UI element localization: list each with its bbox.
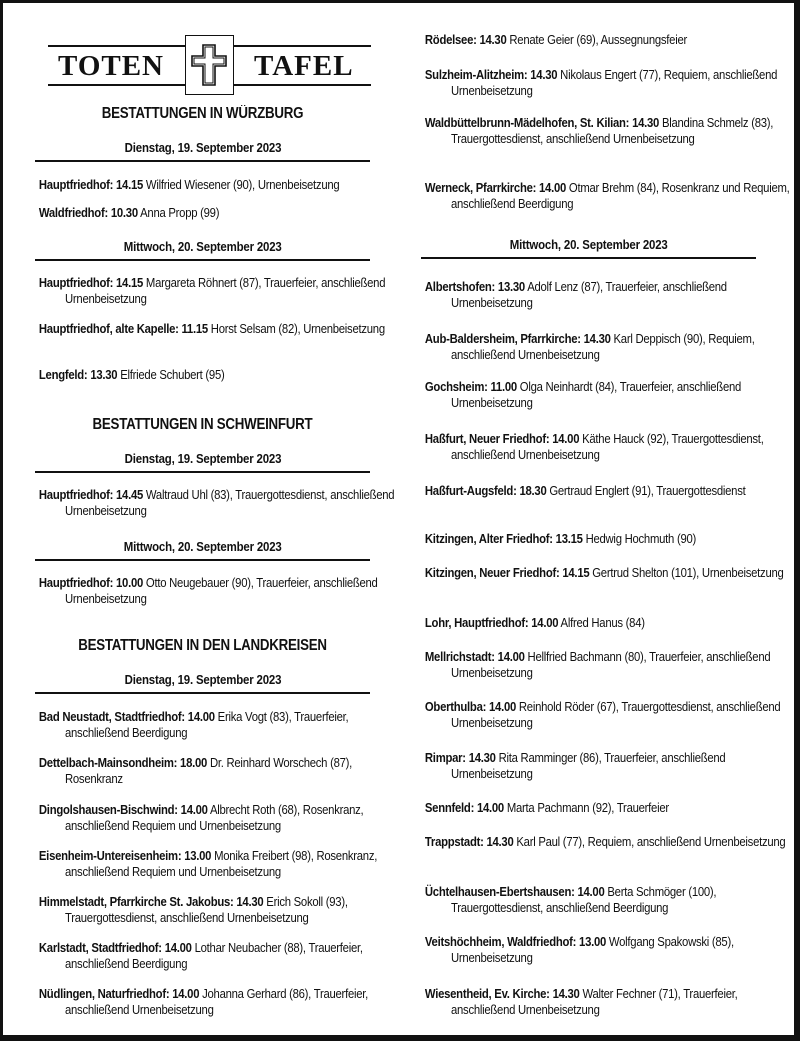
entry-time: 14.15 xyxy=(116,275,144,290)
entry-place: Hauptfriedhof: xyxy=(38,487,114,502)
date-heading xyxy=(35,140,370,155)
funeral-entry xyxy=(35,487,395,519)
entry-text-wrap xyxy=(38,321,404,337)
entry-time: 13.15 xyxy=(555,531,583,546)
entry-place: Lohr, Hauptfriedhof: xyxy=(424,615,529,630)
entry-place: Himmelstadt, Pfarrkirche St. Jakobus: xyxy=(38,894,234,909)
entry-details: Walter Fechner (71), Trauerfeier, anschließend Urnenbeisetzung xyxy=(451,986,738,1017)
entry-place: Werneck, Pfarrkirche: xyxy=(424,180,537,195)
entry-details: Alfred Hanus (84) xyxy=(560,615,645,630)
entry-details: Gertrud Shelton (101), Urnenbeisetzung xyxy=(592,565,784,580)
section-title: BESTATTUNGEN IN WÜRZBURG xyxy=(101,105,304,122)
entry-text-wrap xyxy=(424,279,790,311)
entry-details: Waltraud Uhl (83), Trauergottesdienst, anschließend Urnenbeisetzung xyxy=(65,487,395,518)
entry-time: 18.00 xyxy=(180,755,208,770)
entry-time: 14.00 xyxy=(497,649,525,664)
entry-text-wrap xyxy=(38,275,404,307)
funeral-entry xyxy=(421,750,766,782)
entry-time: 11.00 xyxy=(490,379,517,394)
entry-text-wrap xyxy=(424,649,790,681)
entry-details: Elfriede Schubert (95) xyxy=(120,367,225,382)
logo-rule xyxy=(233,45,371,47)
entry-time: 14.30 xyxy=(552,986,580,1001)
entry-text-wrap xyxy=(38,755,404,787)
funeral-entry xyxy=(421,649,771,681)
entry-time: 14.00 xyxy=(577,884,605,899)
logo-word-right: TAFEL xyxy=(254,50,354,82)
entry-text-wrap xyxy=(424,379,790,411)
entry-place: Haßfurt-Augsfeld: xyxy=(424,483,517,498)
entry-text-wrap xyxy=(424,431,790,463)
entry-place: Mellrichstadt: xyxy=(424,649,495,664)
entry-text-wrap xyxy=(424,934,790,966)
entry-place: Nüdlingen, Naturfriedhof: xyxy=(38,986,170,1001)
entry-place: Eisenheim-Untereisenheim: xyxy=(38,848,182,863)
entry-place: Veitshöchheim, Waldfriedhof: xyxy=(424,934,577,949)
entry-details: Wilfried Wiesener (90), Urnenbeisetzung xyxy=(145,177,340,192)
entry-details: Nikolaus Engert (77), Requiem, anschließend Urnenbeisetzung xyxy=(451,67,778,98)
entry-details: Otmar Brehm (84), Rosenkranz und Requiem, anschließend Beerdigung xyxy=(451,180,790,211)
entry-time: 13.00 xyxy=(579,934,607,949)
entry-text-wrap xyxy=(38,177,404,193)
entry-time: 10.00 xyxy=(116,575,144,590)
entry-details: Otto Neugebauer (90), Trauerfeier, anschließend Urnenbeisetzung xyxy=(65,575,378,606)
funeral-entry xyxy=(421,331,766,363)
funeral-entry xyxy=(421,800,766,816)
entry-details: Gertraud Englert (91), Trauergottesdienst xyxy=(549,483,746,498)
funeral-entry xyxy=(35,709,380,741)
entry-place: Oberthulba: xyxy=(424,699,487,714)
funeral-entry xyxy=(35,802,380,834)
date-heading xyxy=(35,672,370,687)
entry-details: Anna Propp (99) xyxy=(140,205,220,220)
entry-time: 14.30 xyxy=(632,115,660,130)
entry-text-wrap xyxy=(424,115,790,147)
date-label: Mittwoch, 20. September 2023 xyxy=(509,237,668,252)
date-divider xyxy=(35,259,370,261)
entry-details: Adolf Lenz (87), Trauerfeier, anschließend Urnenbeisetzung xyxy=(451,279,727,310)
funeral-entry xyxy=(421,934,766,966)
entry-details: Reinhold Röder (67), Trauergottesdienst, anschließend Urnenbeisetzung xyxy=(451,699,781,730)
entry-time: 14.00 xyxy=(476,800,504,815)
entry-time: 14.30 xyxy=(486,834,514,849)
entry-details: Albrecht Roth (68), Rosenkranz, anschließend Requiem und Urnenbeisetzung xyxy=(65,802,364,833)
entry-place: Hauptfriedhof, alte Kapelle: xyxy=(38,321,179,336)
entry-place: Waldbüttelbrunn-Mädelhofen, St. Kilian: xyxy=(424,115,630,130)
entry-time: 13.30 xyxy=(497,279,525,294)
entry-place: Hauptfriedhof: xyxy=(38,177,114,192)
funeral-entry xyxy=(35,940,380,972)
date-heading xyxy=(35,239,370,254)
entry-details: Erich Sokoll (93), Trauergottesdienst, anschließend Urnenbeisetzung xyxy=(65,894,348,925)
logo-rule xyxy=(233,84,371,86)
funeral-entry xyxy=(35,755,380,787)
entry-details: Hellfried Bachmann (80), Trauerfeier, anschließend Urnenbeisetzung xyxy=(451,649,771,680)
funeral-entry xyxy=(421,483,766,499)
entry-text-wrap xyxy=(424,699,790,731)
entry-place: Albertshofen: xyxy=(424,279,496,294)
entry-text-wrap xyxy=(424,531,790,547)
entry-time: 14.15 xyxy=(562,565,590,580)
entry-details: Wolfgang Spakowski (85), Urnenbeisetzung xyxy=(451,934,734,965)
funeral-entry xyxy=(35,575,380,607)
entry-details: Karl Deppisch (90), Requiem, anschließend Urnenbeisetzung xyxy=(451,331,755,362)
entry-time: 14.30 xyxy=(479,32,507,47)
entry-text-wrap xyxy=(38,940,404,972)
entry-time: 14.00 xyxy=(531,615,559,630)
entry-details: Horst Selsam (82), Urnenbeisetzung xyxy=(210,321,385,336)
date-divider xyxy=(421,257,756,259)
date-label: Dienstag, 19. September 2023 xyxy=(124,140,281,155)
funeral-entry xyxy=(35,321,385,337)
entry-time: 10.30 xyxy=(110,205,138,220)
entry-text-wrap xyxy=(424,800,790,816)
funeral-entry xyxy=(35,275,386,307)
entry-time: 14.00 xyxy=(539,180,567,195)
funeral-entry xyxy=(35,367,380,383)
entry-place: Dingolshausen-Bischwind: xyxy=(38,802,178,817)
entry-time: 14.00 xyxy=(552,431,580,446)
funeral-entry xyxy=(421,986,766,1018)
entry-place: Kitzingen, Neuer Friedhof: xyxy=(424,565,560,580)
entry-details: Johanna Gerhard (86), Trauerfeier, anschließend Urnenbeisetzung xyxy=(65,986,369,1017)
entry-details: Karl Paul (77), Requiem, anschließend Urnenbeisetzung xyxy=(516,834,786,849)
entry-text-wrap xyxy=(424,750,790,782)
funeral-entry xyxy=(421,565,784,581)
entry-time: 11.15 xyxy=(181,321,208,336)
entry-details: Monika Freibert (98), Rosenkranz, anschließend Requiem und Urnenbeisetzung xyxy=(65,848,378,879)
entry-details: Olga Neinhardt (84), Trauerfeier, anschließend Urnenbeisetzung xyxy=(451,379,742,410)
entry-time: 14.00 xyxy=(187,709,215,724)
entry-details: Margareta Röhnert (87), Trauerfeier, anschließend Urnenbeisetzung xyxy=(65,275,386,306)
entry-place: Hauptfriedhof: xyxy=(38,575,114,590)
date-label: Dienstag, 19. September 2023 xyxy=(124,451,281,466)
entry-time: 14.30 xyxy=(530,67,558,82)
entry-text-wrap xyxy=(424,615,790,631)
entry-place: Haßfurt, Neuer Friedhof: xyxy=(424,431,550,446)
entry-details: Erika Vogt (83), Trauerfeier, anschließend Beerdigung xyxy=(65,709,349,740)
funeral-entry xyxy=(35,205,380,221)
funeral-entry xyxy=(421,884,766,916)
funeral-entry xyxy=(35,894,380,926)
date-heading xyxy=(35,539,370,554)
funeral-entry xyxy=(421,115,774,147)
entry-place: Aub-Baldersheim, Pfarrkirche: xyxy=(424,331,581,346)
entry-details: Marta Pachmann (92), Trauerfeier xyxy=(506,800,669,815)
entry-place: Üchtelhausen-Ebertshausen: xyxy=(424,884,575,899)
entry-place: Rödelsee: xyxy=(424,32,477,47)
entry-text-wrap xyxy=(38,848,404,880)
funeral-entry xyxy=(35,986,380,1018)
entry-text-wrap xyxy=(424,834,790,850)
cross-icon xyxy=(190,43,228,87)
entry-place: Trappstadt: xyxy=(424,834,484,849)
entry-text-wrap xyxy=(38,205,404,221)
entry-text-wrap xyxy=(424,986,790,1018)
date-divider xyxy=(35,160,370,162)
entry-text-wrap xyxy=(38,487,404,519)
funeral-entry xyxy=(421,32,766,48)
totentafel-logo xyxy=(48,35,371,87)
entry-time: 14.30 xyxy=(468,750,496,765)
funeral-entry xyxy=(421,180,790,212)
entry-details: Lothar Neubacher (88), Trauerfeier, anschließend Beerdigung xyxy=(65,940,363,971)
section-title: BESTATTUNGEN IN SCHWEINFURT xyxy=(92,416,313,433)
logo-rule xyxy=(48,84,186,86)
entry-time: 14.00 xyxy=(172,986,200,1001)
entry-time: 18.30 xyxy=(519,483,547,498)
entry-time: 14.30 xyxy=(236,894,264,909)
entry-time: 14.00 xyxy=(489,699,517,714)
entry-text-wrap xyxy=(424,180,790,212)
entry-text-wrap xyxy=(424,331,790,363)
entry-place: Lengfeld: xyxy=(38,367,88,382)
entry-text-wrap xyxy=(424,565,790,581)
funeral-entry xyxy=(421,699,781,731)
entry-text-wrap xyxy=(38,575,404,607)
entry-time: 14.00 xyxy=(180,802,208,817)
entry-place: Hauptfriedhof: xyxy=(38,275,114,290)
entry-text-wrap xyxy=(424,884,790,916)
logo-rule xyxy=(48,45,186,47)
date-label: Mittwoch, 20. September 2023 xyxy=(123,539,282,554)
entry-text-wrap xyxy=(424,32,790,48)
entry-place: Waldfriedhof: xyxy=(38,205,108,220)
entry-text-wrap xyxy=(38,894,404,926)
entry-details: Blandina Schmelz (83), Trauergottesdienst, anschließend Urnenbeisetzung xyxy=(451,115,774,146)
date-divider xyxy=(35,559,370,561)
entry-place: Sennfeld: xyxy=(424,800,475,815)
entry-text-wrap xyxy=(424,67,790,99)
funeral-entry xyxy=(35,848,380,880)
cross-box xyxy=(185,35,234,95)
funeral-entry xyxy=(35,177,380,193)
entry-time: 14.00 xyxy=(164,940,192,955)
entry-place: Dettelbach-Mainsondheim: xyxy=(38,755,178,770)
logo-word-left: TOTEN xyxy=(58,50,165,82)
date-divider xyxy=(35,692,370,694)
entry-details: Rita Ramminger (86), Trauerfeier, anschließend Urnenbeisetzung xyxy=(451,750,726,781)
entry-text-wrap xyxy=(38,802,404,834)
date-heading xyxy=(421,237,756,252)
entry-text-wrap xyxy=(38,709,404,741)
entry-place: Gochsheim: xyxy=(424,379,488,394)
date-label: Dienstag, 19. September 2023 xyxy=(124,672,281,687)
entry-place: Sulzheim-Alitzheim: xyxy=(424,67,528,82)
date-label: Mittwoch, 20. September 2023 xyxy=(123,239,282,254)
entry-details: Dr. Reinhard Worschech (87), Rosenkranz xyxy=(65,755,353,786)
funeral-entry xyxy=(421,431,766,463)
date-divider xyxy=(35,471,370,473)
entry-place: Kitzingen, Alter Friedhof: xyxy=(424,531,553,546)
entry-text-wrap xyxy=(38,367,404,383)
entry-details: Berta Schmöger (100), Trauergottesdienst, anschließend Beerdigung xyxy=(451,884,717,915)
entry-place: Karlstadt, Stadtfriedhof: xyxy=(38,940,162,955)
entry-place: Wiesentheid, Ev. Kirche: xyxy=(424,986,550,1001)
funeral-entry xyxy=(421,615,766,631)
funeral-entry xyxy=(421,279,766,311)
funeral-entry xyxy=(421,67,778,99)
entry-time: 13.30 xyxy=(90,367,118,382)
funeral-entry xyxy=(421,379,766,411)
entry-details: Renate Geier (69), Aussegnungsfeier xyxy=(509,32,687,47)
entry-time: 14.15 xyxy=(116,177,144,192)
entry-time: 13.00 xyxy=(184,848,212,863)
date-heading xyxy=(35,451,370,466)
entry-text-wrap xyxy=(424,483,790,499)
entry-place: Bad Neustadt, Stadtfriedhof: xyxy=(38,709,185,724)
funeral-entry xyxy=(421,834,786,850)
entry-time: 14.30 xyxy=(583,331,611,346)
entry-place: Rimpar: xyxy=(424,750,466,765)
entry-details: Hedwig Hochmuth (90) xyxy=(585,531,697,546)
funeral-entry xyxy=(421,531,766,547)
section-title: BESTATTUNGEN IN DEN LANDKREISEN xyxy=(78,637,327,654)
entry-text-wrap xyxy=(38,986,404,1018)
entry-time: 14.45 xyxy=(116,487,144,502)
entry-details: Käthe Hauck (92), Trauergottesdienst, anschließend Urnenbeisetzung xyxy=(451,431,764,462)
